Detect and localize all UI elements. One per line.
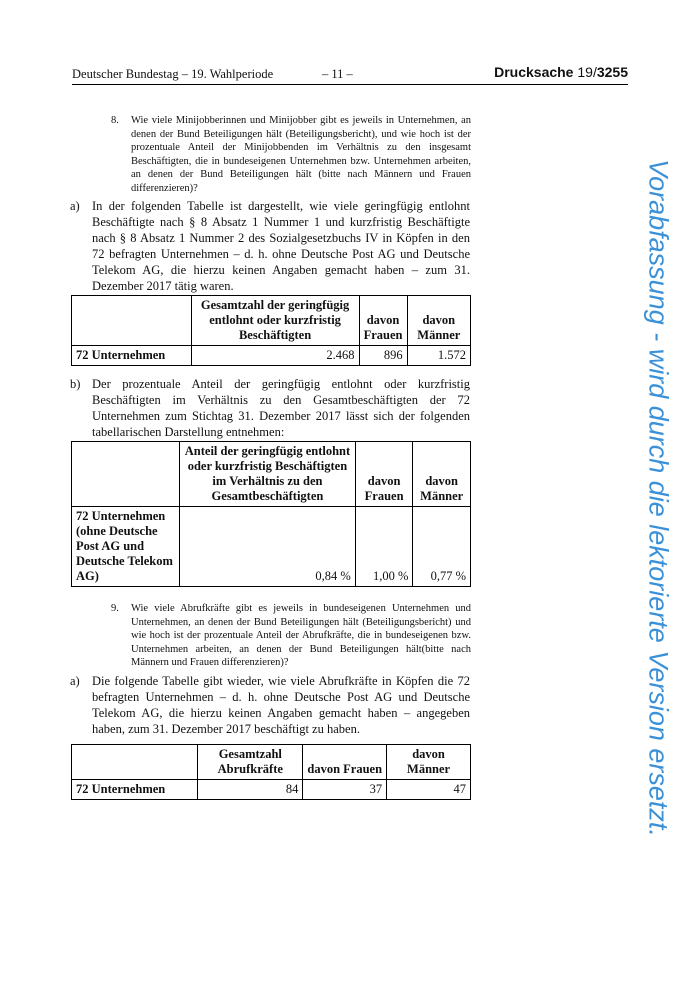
table2-men: 0,77 % [413,507,471,587]
table3-men: 47 [387,780,471,800]
table3-header-empty [72,745,198,780]
answer-8a-label: a) [70,199,80,213]
table-minijobs-count [71,295,471,366]
page-header [72,64,628,85]
answer-8b-text: Der prozentuale Anteil der geringfügig entlohnt oder kurzfristig Beschäftigten im Verhältnis zu den Gesamtbeschäftigten der 72 Unternehmen zum Stichtag 31. Dezember 2017 lässt sich der folgenden tabellarischen Darstellung entnehmen: [92,377,470,439]
draft-notice [640,88,676,908]
table1-header-men: davon Männer [407,296,470,346]
table2-header-empty [72,442,180,507]
table2-row-label: 72 Unternehmen (ohne Deutsche Post AG und Deutsche Telekom AG) [72,507,180,587]
answer-9a [70,673,470,737]
table1-women: 896 [359,346,407,366]
table-on-call-workers [71,744,471,800]
table2-header-share: Anteil der geringfügig entlohnt oder kurzfristig Beschäftigten im Verhältnis zu den Gesamtbeschäftigten [180,442,356,507]
table1-row-label: 72 Unternehmen [72,346,192,366]
table1-header-empty [72,296,192,346]
table-row [72,346,471,366]
table-minijobs-share [71,441,471,587]
table2-header-women: davon Frauen [355,442,413,507]
table3-women: 37 [303,780,387,800]
table2-total: 0,84 % [180,507,356,587]
question-8-text: Wie viele Minijobberinnen und Minijobber gibt es jeweils in Unternehmen, an denen der Bund Beteiligungen hält (Beteiligungsbericht), und wie hoch ist der prozentuale Anteil der Minijobbenden im Verhältnis zu den insgesamt Beschäftigten, die in bundeseigenen Unternehmen bzw. Unternehmen arbeiten, an denen der Bund Beteiligungen hält (bitte nach Männern und Frauen differenzieren)? [131,115,471,194]
question-8-number: 8. [111,115,119,126]
answer-9a-label: a) [70,674,80,688]
question-9 [111,602,471,670]
table1-header-women: davon Frauen [359,296,407,346]
answer-8b [70,376,470,440]
answer-8a [70,198,470,294]
table2-header-men: davon Männer [413,442,471,507]
table1-total: 2.468 [191,346,359,366]
table-row [72,507,471,587]
answer-8a-text: In der folgenden Tabelle ist dargestellt, wie viele geringfügig entlohnt Beschäftigte nach § 8 Absatz 1 Nummer 1 und kurzfristig Beschäftigte nach § 8 Absatz 1 Nummer 2 des Sozialgesetzbuchs IV in Köpfen in den 72 befragten Unternehmen – d. h. ohne Deutsche Post AG und Deutsche Telekom AG, die hierzu keinen Angaben gemacht haben – zum 31. Dezember 2017 tätig waren. [92,199,470,293]
table3-total: 84 [198,780,303,800]
question-9-text: Wie viele Abrufkräfte gibt es jeweils in bundeseigenen Unternehmen und Unternehmen, an denen der Bund Beteiligungen hält (Beteiligungsbericht) und wie hoch ist der prozentuale Anteil der Abrufkräfte, die in bundeseigenen bzw. Unternehmen arbeiten, an denen der Bund Beteiligungen hält(bitte nach Männern und Frauen differenzieren)? [131,603,471,668]
table3-header-women: davon Frauen [303,745,387,780]
draft-notice-text: Vorabfassung - wird durch die lektorierte Version ersetzt. [643,159,674,837]
answer-8b-label: b) [70,377,81,391]
question-8 [111,114,471,195]
table3-header-men: davon Männer [387,745,471,780]
answer-9a-text: Die folgende Tabelle gibt wieder, wie viele Abrufkräfte in Köpfen die 72 befragten Unternehmen – d. h. ohne Deutsche Post AG und Deutsche Telekom AG, die hierzu keinen Angaben gemacht haben – angegeben haben, zum 31. Dezember 2017 beschäftigt zu haben. [92,674,470,736]
table3-header-total: Gesamtzahl Abrufkräfte [198,745,303,780]
table1-men: 1.572 [407,346,470,366]
document-number: Drucksache 19/3255 [494,64,628,80]
table-row [72,780,471,800]
table2-women: 1,00 % [355,507,413,587]
question-9-number: 9. [111,603,119,614]
table1-header-total: Gesamtzahl der geringfügig entlohnt oder kurzfristig Beschäftigten [191,296,359,346]
table3-row-label: 72 Unternehmen [72,780,198,800]
header-parliament: Deutscher Bundestag – 19. Wahlperiode [72,67,274,81]
page-number: – 11 – [322,67,353,81]
